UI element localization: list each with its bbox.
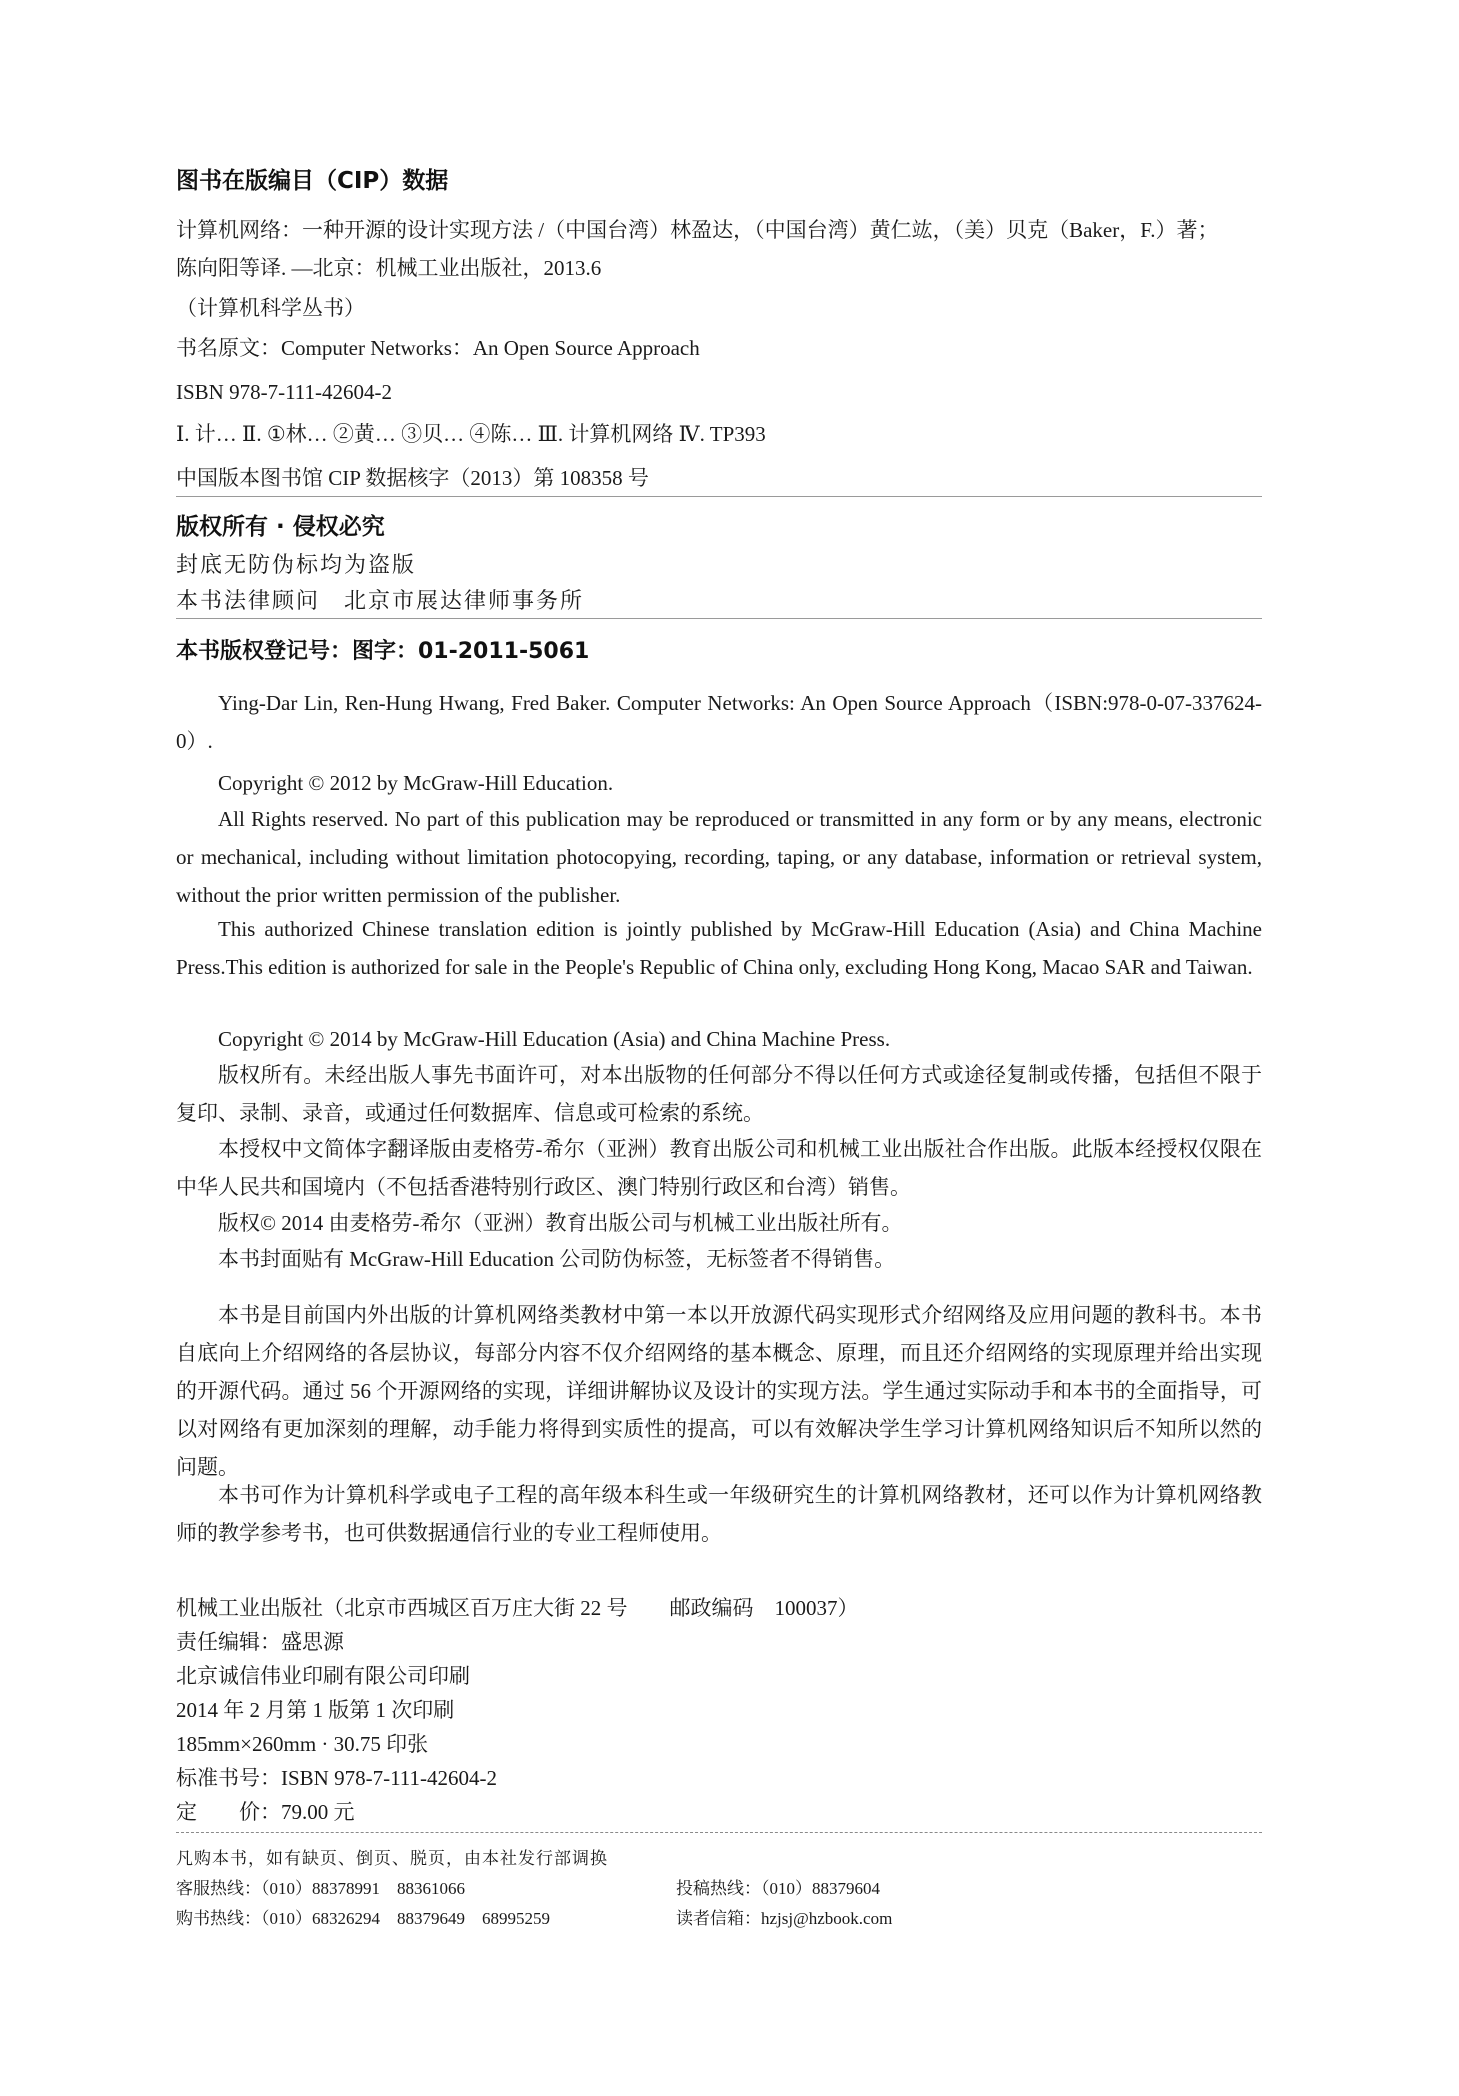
cip-classification: Ⅰ. 计… Ⅱ. ①林… ②黄… ③贝… ④陈… Ⅲ. 计算机网络 Ⅳ. TP393 [176, 422, 766, 446]
cip-title: 图书在版编目（CIP）数据 [176, 168, 449, 194]
divider-rights [176, 618, 1262, 619]
divider-footer [176, 1832, 1262, 1833]
cip-series: （计算机科学丛书） [176, 296, 365, 320]
copyright-para-4: This authorized Chinese translation edition is jointly published by McGraw-Hill Education (Asia) and China Machine Press.This edition is authorized for sale in the People's Republic of China only, excluding Hong Kong, Macao SAR and Taiwan. [176, 917, 1262, 979]
copyright-registration: 本书版权登记号：图字：01-2011-5061 [176, 639, 590, 664]
reader-mailbox: 读者信箱：hzjsj@hzbook.com [676, 1909, 893, 1928]
edition: 2014 年 2 月第 1 版第 1 次印刷 [176, 1698, 455, 1722]
cip-line-1: 计算机网络：一种开源的设计实现方法 /（中国台湾）林盈达，（中国台湾）黄仁竑，（美）贝克（Baker，F.）著； [176, 218, 1219, 242]
cip-isbn: ISBN 978-7-111-42604-2 [176, 380, 393, 404]
copyright-para-3: All Rights reserved. No part of this publication may be reproduced or transmitted in any form or by any means, electronic or mechanical, including without limitation photocopying, recording, taping, or any database, information or retrieval system, without the prior written permission of the publisher. [176, 807, 1262, 907]
service-hotline: 客服热线：（010）88378991 88361066 [176, 1879, 465, 1898]
book-description-2: 本书可作为计算机科学或电子工程的高年级本科生或一年级研究生的计算机网络教材，还可以作为计算机网络教师的教学参考书，也可供数据通信行业的专业工程师使用。 [176, 1483, 1262, 1545]
price: 定 价：79.00 元 [176, 1800, 355, 1824]
standard-isbn: 标准书号：ISBN 978-7-111-42604-2 [176, 1766, 498, 1790]
book-description-1: 本书是目前国内外出版的计算机网络类教材中第一本以开放源代码实现形式介绍网络及应用问题的教科书。本书自底向上介绍网络的各层协议，每部分内容不仅介绍网络的基本概念、原理，而且还介绍网络的实现原理并给出实现的开源代码。通过 56 个开源网络的实现，详细讲解协议及设计的实现方法。学生通过实际动手和本书的全面指导，可以对网络有更加深刻的理解，动手能力将得到实质性的提高，可以有效解决学生学习计算机网络知识后不知所以然的问题。 [176, 1303, 1262, 1479]
printer: 北京诚信伟业印刷有限公司印刷 [176, 1664, 470, 1688]
divider-cip [176, 496, 1262, 497]
anti-fake-notice: 封底无防伪标均为盗版 [176, 552, 417, 577]
publisher-address: 机械工业出版社（北京市西城区百万庄大街 22 号 邮政编码 100037） [176, 1596, 859, 1620]
cip-original-title: 书名原文：Computer Networks：An Open Source Approach [176, 336, 700, 360]
cip-number: 中国版本图书馆 CIP 数据核字（2013）第 108358 号 [176, 466, 649, 490]
copyright-para-9: 本书封面贴有 McGraw-Hill Education 公司防伪标签，无标签者不得销售。 [218, 1247, 896, 1271]
book-format: 185mm×260mm · 30.75 印张 [176, 1732, 429, 1756]
responsible-editor: 责任编辑：盛思源 [176, 1630, 344, 1654]
legal-counsel: 本书法律顾问 北京市展达律师事务所 [176, 588, 585, 613]
copyright-para-7: 本授权中文简体字翻译版由麦格劳-希尔（亚洲）教育出版公司和机械工业出版社合作出版。此版本经授权仅限在中华人民共和国境内（不包括香港特别行政区、澳门特别行政区和台湾）销售。 [176, 1137, 1262, 1199]
copyright-para-2: Copyright © 2012 by McGraw-Hill Education. [218, 771, 614, 795]
copyright-para-5: Copyright © 2014 by McGraw-Hill Education (Asia) and China Machine Press. [218, 1027, 891, 1051]
copyright-para-6: 版权所有。未经出版人事先书面许可，对本出版物的任何部分不得以任何方式或途径复制或传播，包括但不限于复印、录制、录音，或通过任何数据库、信息或可检索的系统。 [176, 1063, 1262, 1125]
copyright-para-1: Ying-Dar Lin, Ren-Hung Hwang, Fred Baker. Computer Networks: An Open Source Approach（ISBN:978-0-07-337624-0）. [176, 691, 1262, 753]
copyright-para-8: 版权© 2014 由麦格劳-希尔（亚洲）教育出版公司与机械工业出版社所有。 [218, 1211, 903, 1235]
cip-line-2: 陈向阳等译. —北京：机械工业出版社，2013.6 [176, 256, 602, 280]
submission-hotline: 投稿热线：（010）88379604 [676, 1879, 880, 1898]
rights-title: 版权所有 · 侵权必究 [176, 514, 385, 540]
purchase-hotline: 购书热线：（010）68326294 88379649 68995259 [176, 1909, 550, 1928]
exchange-notice: 凡购本书，如有缺页、倒页、脱页，由本社发行部调换 [176, 1849, 608, 1868]
